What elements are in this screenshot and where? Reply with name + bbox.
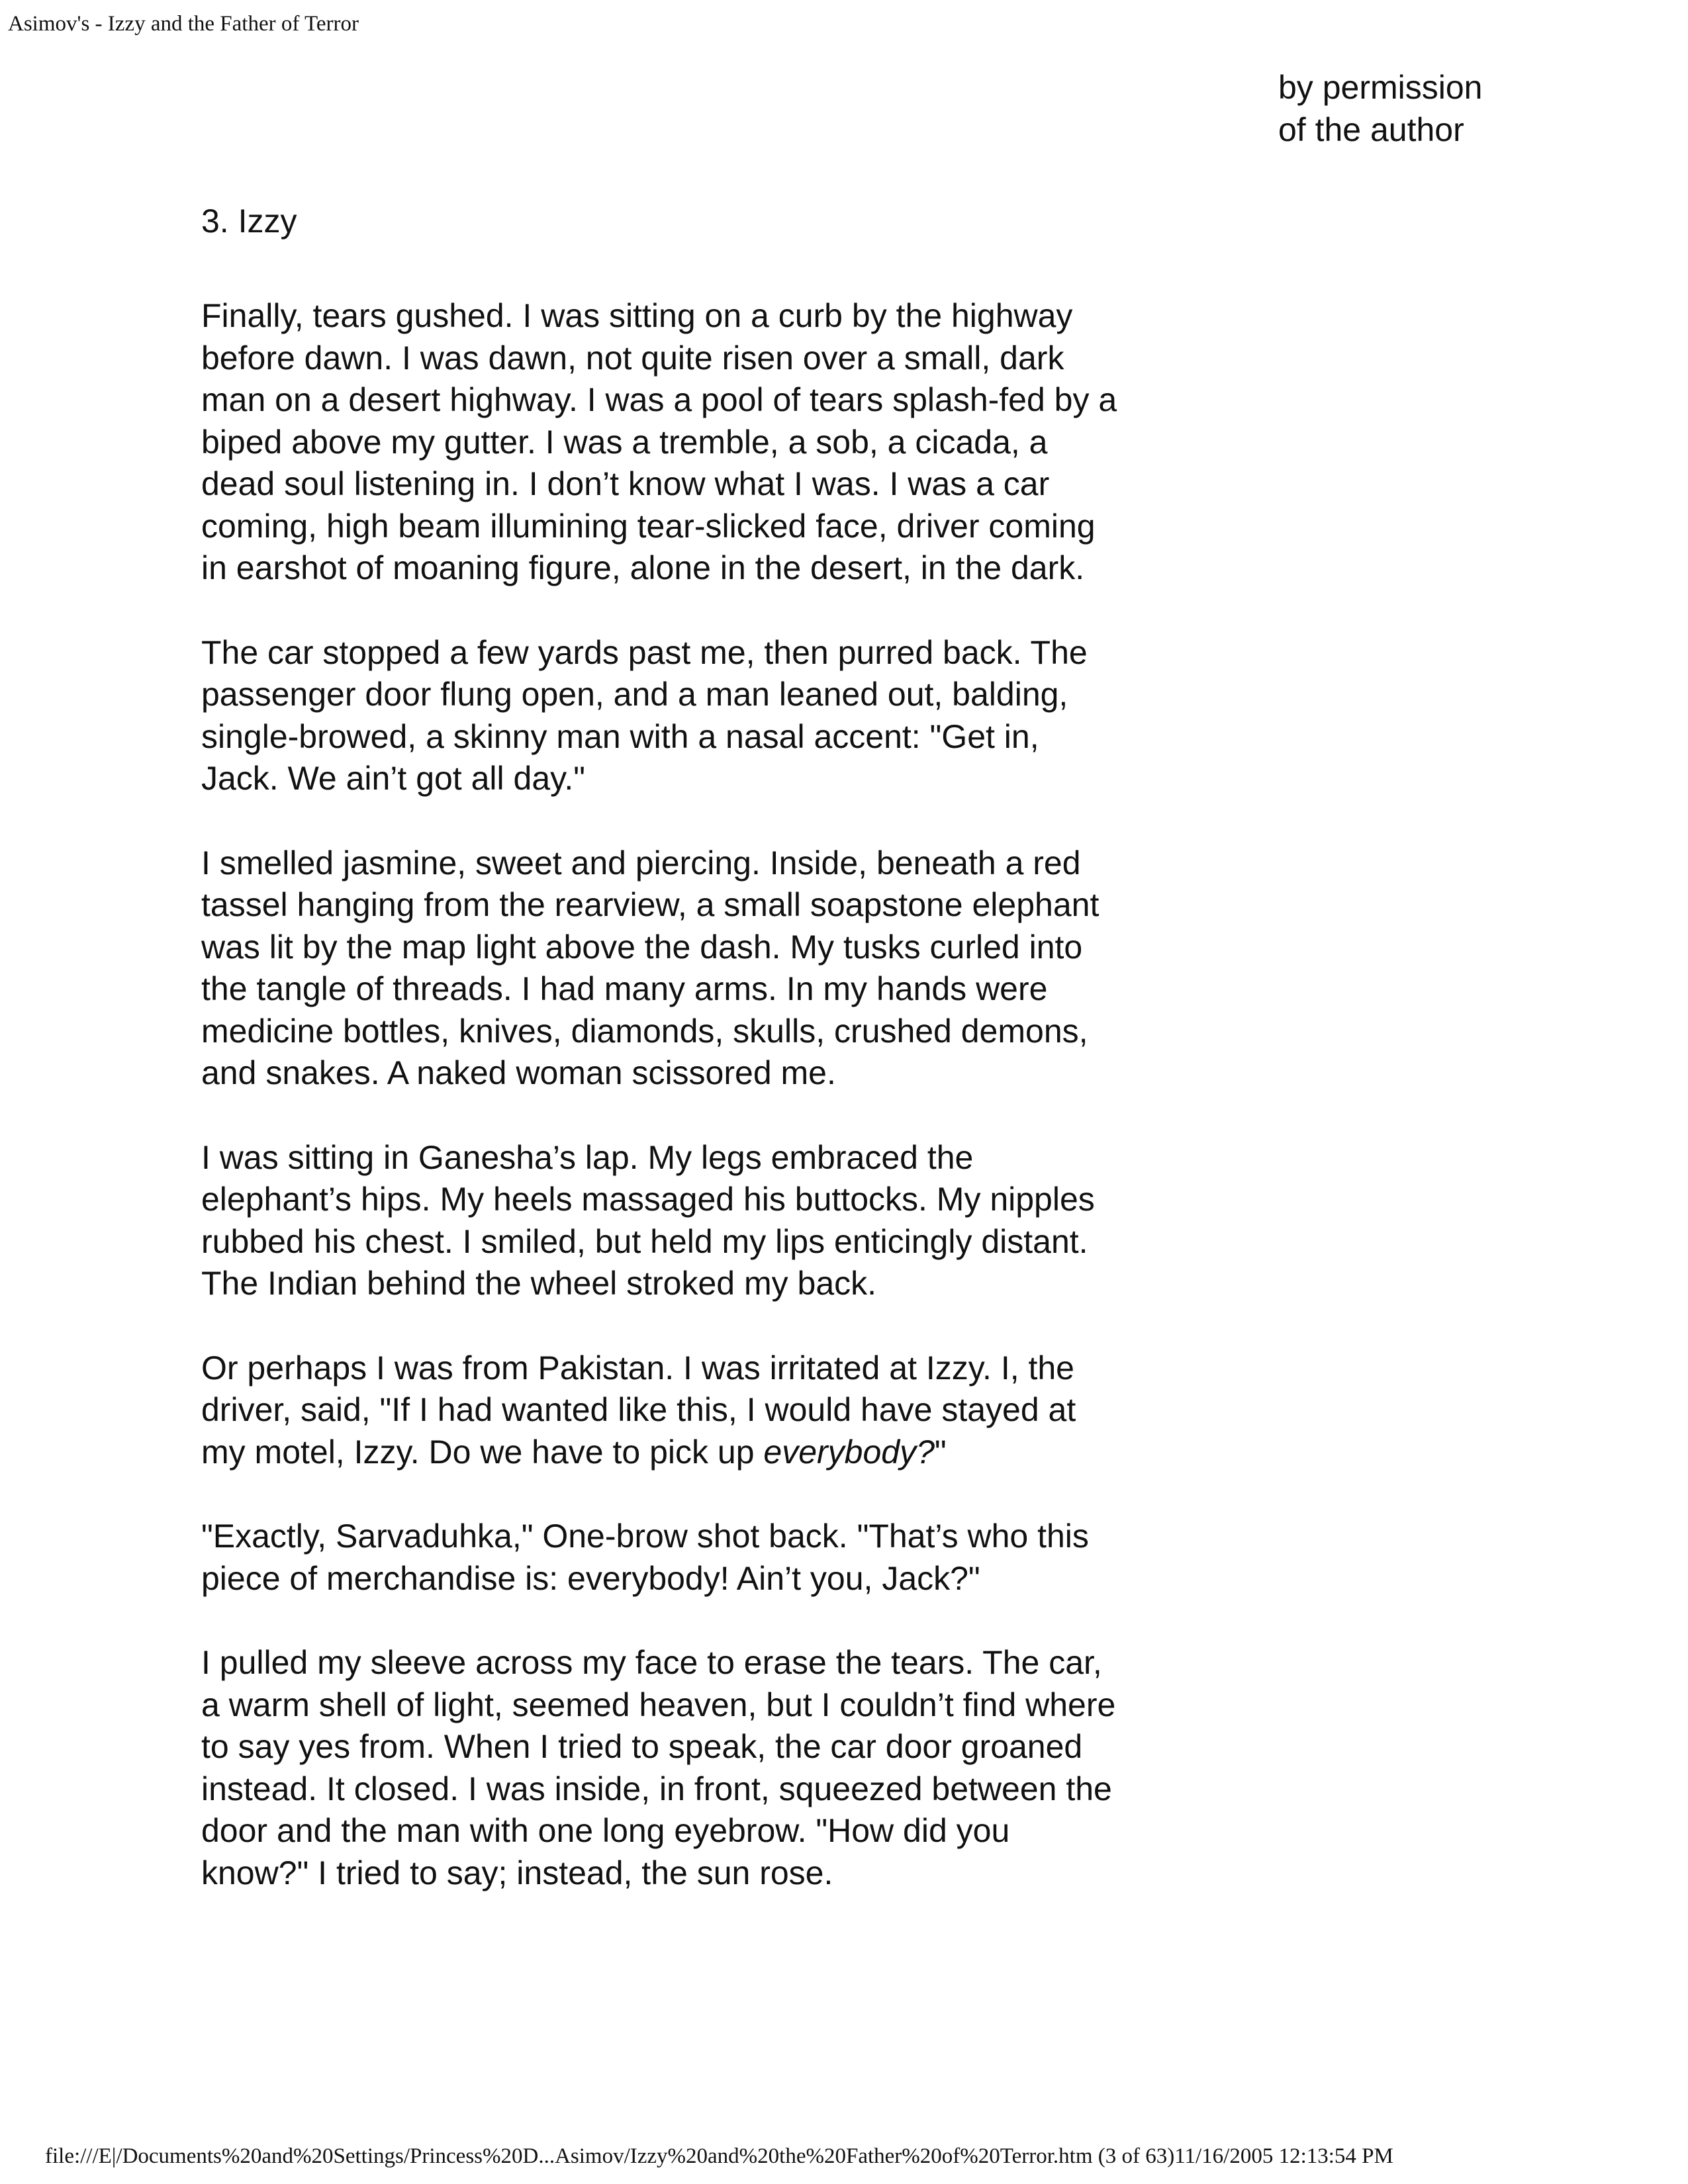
- paragraph-line: "Exactly, Sarvaduhka," One-brow shot back. "That’s who this: [201, 1518, 1089, 1555]
- paragraph-7: [201, 1642, 1207, 1894]
- paragraph-line: rubbed his chest. I smiled, but held my lips enticingly distant.: [201, 1222, 1088, 1260]
- line-text-before-emphasis: my motel, Izzy. Do we have to pick up: [201, 1433, 764, 1471]
- paragraph-line: Finally, tears gushed. I was sitting on a curb by the highway: [201, 297, 1073, 334]
- paragraph-line: elephant’s hips. My heels massaged his buttocks. My nipples: [201, 1181, 1095, 1218]
- paragraph-line-with-emphasis: [201, 1432, 1207, 1474]
- paragraph-line: The car stopped a few yards past me, then purred back. The: [201, 633, 1088, 671]
- page-header-title: Asimov's - Izzy and the Father of Terror: [8, 12, 359, 36]
- paragraph-line: I was sitting in Ganesha’s lap. My legs embraced the: [201, 1138, 974, 1176]
- chapter-title: 3. Izzy: [201, 203, 297, 240]
- permission-line-1: by permission: [1278, 69, 1483, 106]
- paragraph-1: [201, 295, 1207, 590]
- permission-note: [1278, 66, 1482, 151]
- paragraph-line: I pulled my sleeve across my face to erase the tears. The car,: [201, 1644, 1102, 1681]
- paragraph-5: [201, 1347, 1207, 1474]
- paragraph-line: Jack. We ain’t got all day.": [201, 760, 586, 797]
- paragraph-line: know?" I tried to say; instead, the sun rose.: [201, 1854, 833, 1891]
- paragraph-line: dead soul listening in. I don’t know what I was. I was a car: [201, 465, 1050, 502]
- paragraph-line: to say yes from. When I tried to speak, the car door groaned: [201, 1728, 1083, 1765]
- paragraph-line: man on a desert highway. I was a pool of tears splash-fed by a: [201, 381, 1117, 418]
- paragraph-6: [201, 1516, 1207, 1600]
- paragraph-line: I smelled jasmine, sweet and piercing. Inside, beneath a red: [201, 844, 1081, 882]
- paragraph-line: driver, said, "If I had wanted like this, I would have stayed at: [201, 1391, 1076, 1428]
- paragraph-line: The Indian behind the wheel stroked my back.: [201, 1265, 877, 1302]
- paragraph-2: [201, 632, 1207, 800]
- paragraph-line: piece of merchandise is: everybody! Ain’t you, Jack?": [201, 1559, 980, 1597]
- page-footer-file-path: file:///E|/Documents%20and%20Settings/Princess%20D...Asimov/Izzy%20and%20the%20Father%20of%20Terror.htm (3 of 63)11/16/2005 12:13:54 PM: [45, 2144, 1393, 2168]
- line-text-after-emphasis: ": [934, 1433, 947, 1471]
- paragraph-line: tassel hanging from the rearview, a small soapstone elephant: [201, 886, 1100, 923]
- paragraph-line: a warm shell of light, seemed heaven, but I couldn’t find where: [201, 1686, 1116, 1723]
- paragraph-line: door and the man with one long eyebrow. "How did you: [201, 1812, 1010, 1849]
- paragraph-4: [201, 1137, 1207, 1305]
- paragraph-line: single-browed, a skinny man with a nasal accent: "Get in,: [201, 717, 1039, 755]
- paragraph-3: [201, 842, 1207, 1095]
- paragraph-line: medicine bottles, knives, diamonds, skulls, crushed demons,: [201, 1012, 1088, 1050]
- emphasized-word: everybody?: [763, 1433, 935, 1471]
- story-body: [201, 295, 1207, 1936]
- paragraph-line: in earshot of moaning figure, alone in the desert, in the dark.: [201, 549, 1085, 586]
- paragraph-line: the tangle of threads. I had many arms. In my hands were: [201, 970, 1048, 1007]
- paragraph-line: before dawn. I was dawn, not quite risen over a small, dark: [201, 339, 1064, 377]
- paragraph-line: passenger door flung open, and a man leaned out, balding,: [201, 676, 1068, 713]
- paragraph-line: Or perhaps I was from Pakistan. I was irritated at Izzy. I, the: [201, 1349, 1074, 1387]
- permission-line-2: of the author: [1278, 111, 1464, 148]
- paragraph-line: biped above my gutter. I was a tremble, a sob, a cicada, a: [201, 423, 1048, 461]
- paragraph-line: instead. It closed. I was inside, in front, squeezed between the: [201, 1770, 1112, 1807]
- paragraph-line: was lit by the map light above the dash. My tusks curled into: [201, 928, 1083, 966]
- paragraph-line: and snakes. A naked woman scissored me.: [201, 1054, 836, 1091]
- paragraph-line: coming, high beam illumining tear-slicked face, driver coming: [201, 507, 1096, 545]
